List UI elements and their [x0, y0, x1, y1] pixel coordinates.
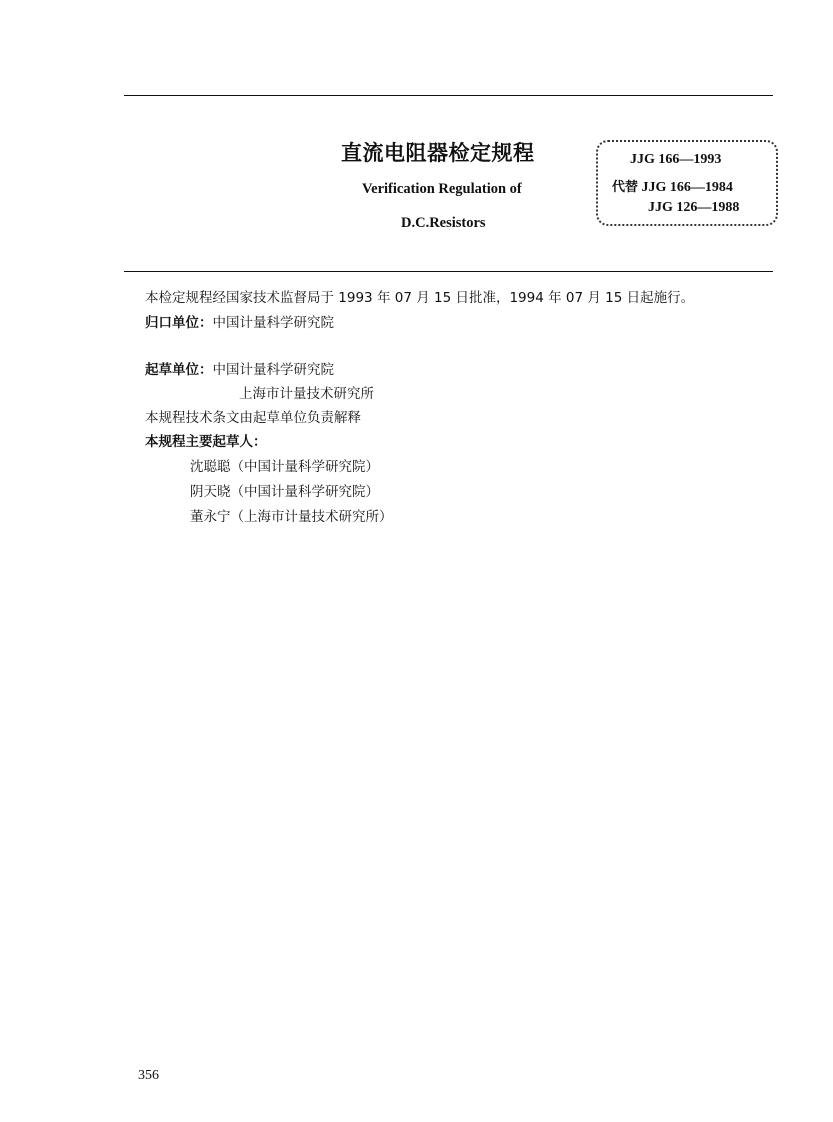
- responsible-unit-line: [145, 317, 334, 331]
- drafter-organization: （中国计量科学研究院）: [230, 484, 379, 500]
- standard-code-replaces-1: [612, 176, 733, 196]
- main-drafters-label: 本规程主要起草人：: [145, 434, 267, 450]
- interpretation-statement: 本规程技术条文由起草单位负责解释: [145, 410, 361, 426]
- standard-code-current: JJG 166—1993: [630, 152, 722, 167]
- top-rule: [124, 95, 773, 96]
- document-title-english-line2: D.C.Resistors: [401, 215, 486, 231]
- drafter-organization: （中国计量科学研究院）: [230, 459, 379, 475]
- approval-statement: 本检定规程经国家技术监督局于 1993 年 07 月 15 日批准，1994 年 07 月 15 日起施行。: [145, 290, 695, 306]
- drafter-entry: [190, 511, 393, 525]
- responsible-unit-value: 中国计量科学研究院: [212, 315, 334, 331]
- drafter-entry: [190, 461, 379, 475]
- drafter-organization: （上海市计量技术研究所）: [230, 509, 393, 525]
- page-number: 356: [138, 1068, 159, 1083]
- drafter-entry: [190, 486, 379, 500]
- drafting-unit-1: 中国计量科学研究院: [212, 362, 334, 378]
- standard-code-replaces-2: JJG 126—1988: [648, 200, 740, 215]
- document-title-chinese: 直流电阻器检定规程: [341, 141, 535, 165]
- drafter-name: 董永宁: [190, 509, 231, 525]
- responsible-unit-label: 归口单位：: [145, 315, 213, 331]
- drafting-unit-2: 上海市计量技术研究所: [239, 386, 374, 402]
- document-title-english-line1: Verification Regulation of: [362, 181, 522, 197]
- drafting-unit-label: 起草单位：: [145, 362, 213, 378]
- drafter-name: 沈聪聪: [190, 459, 231, 475]
- replaced-code-1: JJG 166—1984: [641, 180, 733, 195]
- replaces-label: 代替: [612, 180, 639, 195]
- drafter-name: 阴天晓: [190, 484, 231, 500]
- drafting-unit-line: [145, 364, 334, 378]
- bottom-rule: [124, 271, 773, 272]
